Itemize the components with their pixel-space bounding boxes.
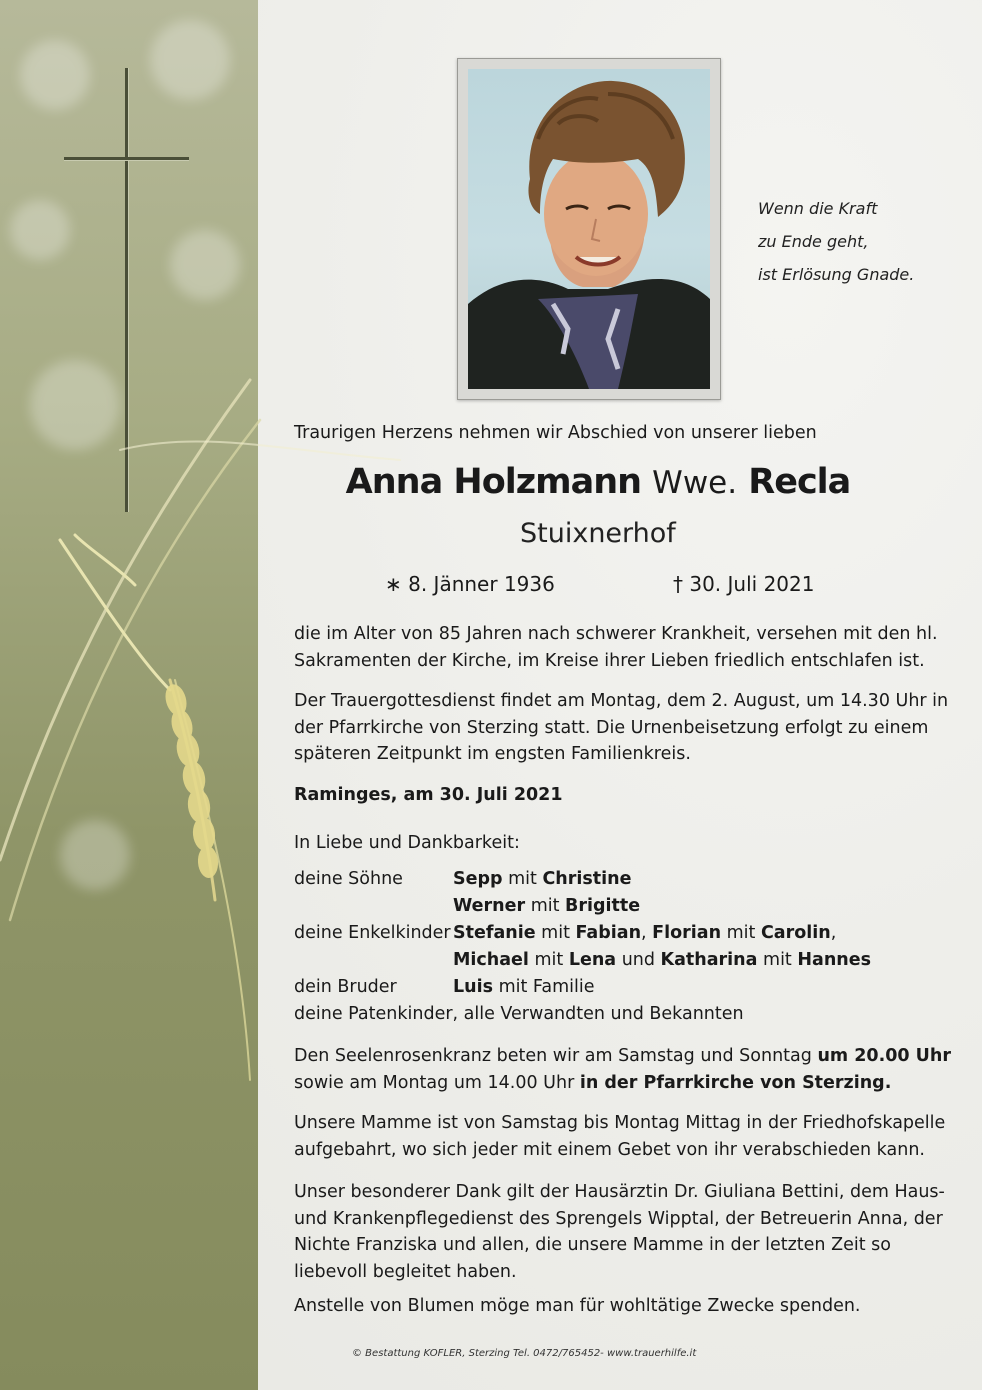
deceased-first-last: Anna Holzmann <box>345 462 642 502</box>
place-date: Raminges, am 30. Juli 2021 <box>294 785 563 805</box>
portrait-photo <box>468 69 710 389</box>
farm-name: Stuixnerhof <box>520 518 676 549</box>
family-row <box>294 866 871 893</box>
family-names: Michael mit Lena und Katharina mit Hannes <box>453 950 872 970</box>
family-others: deine Patenkinder, alle Verwandten und Bekannten <box>294 1004 744 1024</box>
family-label: dein Bruder <box>294 977 397 997</box>
footer-credit: © Bestattung KOFLER, Sterzing Tel. 0472/765452- www.trauerhilfe.it <box>352 1348 697 1359</box>
quote-line: ist Erlösung Gnade. <box>758 265 915 284</box>
cross-icon-horizontal <box>64 157 189 160</box>
family-row <box>294 1001 871 1028</box>
deceased-maiden-name: Recla <box>748 462 851 502</box>
deceased-name <box>0 462 982 502</box>
death-date: † 30. Juli 2021 <box>673 572 815 596</box>
family-row <box>294 974 871 1001</box>
paragraph-rosary: Den Seelenrosenkranz beten wir am Samstag und Sonntag um 20.00 Uhr sowie am Montag um 14.00 Uhr in der Pfarrkirche von Sterzing. <box>294 1046 951 1093</box>
paragraph-funeral: Der Trauergottesdienst findet am Montag, dem 2. August, um 14.30 Uhr in der Pfarrkirche von Sterzing statt. Die Urnenbeisetzung erfolgt zu einem späteren Zeitpunkt im engsten Familienkreis. <box>294 691 949 764</box>
family-names: Werner mit Brigitte <box>453 896 641 916</box>
paragraph-thanks: Unser besonderer Dank gilt der Hausärztin Dr. Giuliana Bettini, dem Haus- und Krankenpflegedienst des Sprengels Wipptal, der Betreuerin Anna, der Nichte Franziska und allen, die unsere Mamme in der letzten Zeit so liebevoll begleitet haben. <box>294 1182 945 1282</box>
family-names: Stefanie mit Fabian, Florian mit Carolin, <box>453 923 837 943</box>
quote-line: zu Ende geht, <box>758 232 869 251</box>
family-label: deine Söhne <box>294 869 403 889</box>
love-gratitude-line: In Liebe und Dankbarkeit: <box>294 833 520 853</box>
paragraph-passing: die im Alter von 85 Jahren nach schwerer Krankheit, versehen mit den hl. Sakramenten der Kirche, im Kreise ihrer Lieben friedlich entschlafen ist. <box>294 624 938 671</box>
paragraph-laid-out: Unsere Mamme ist von Samstag bis Montag Mittag in der Friedhofskapelle aufgebahrt, wo sich jeder mit einem Gebet von ihr verabschieden kann. <box>294 1113 946 1160</box>
quote-line: Wenn die Kraft <box>758 199 878 218</box>
family-row <box>294 893 871 920</box>
widow-prefix: Wwe. <box>652 465 738 501</box>
quote-block <box>758 192 958 291</box>
family-label: deine Enkelkinder <box>294 923 451 943</box>
intro-text: Traurigen Herzens nehmen wir Abschied von unserer lieben <box>294 423 817 443</box>
family-names: Luis mit Familie <box>453 977 595 997</box>
paragraph-donations: Anstelle von Blumen möge man für wohltätige Zwecke spenden. <box>294 1296 861 1316</box>
family-names: Sepp mit Christine <box>453 869 632 889</box>
family-list <box>294 866 871 1028</box>
portrait-frame <box>457 58 721 400</box>
family-row <box>294 920 871 947</box>
family-row <box>294 947 871 974</box>
birth-date: ∗ 8. Jänner 1936 <box>385 572 555 596</box>
